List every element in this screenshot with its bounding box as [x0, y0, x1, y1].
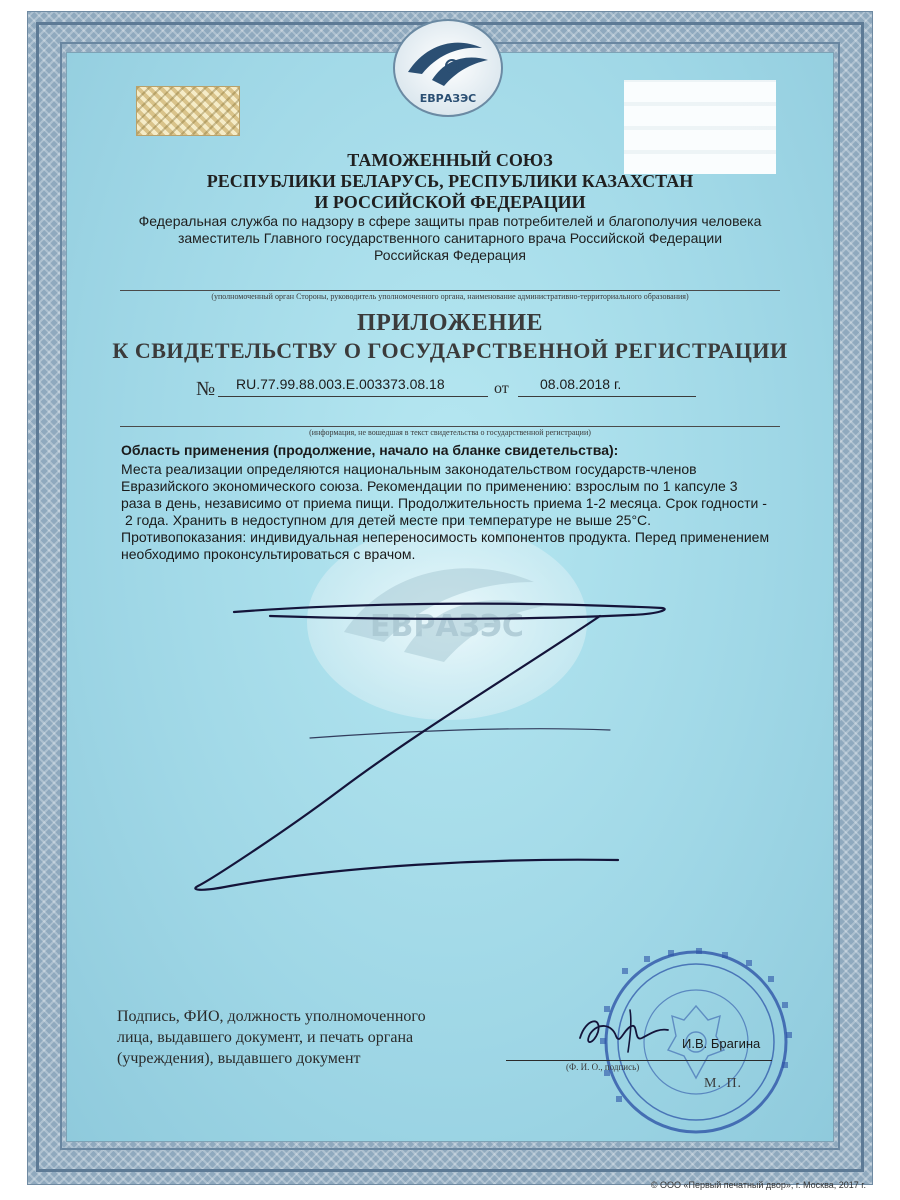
authority-line-3: Российская Федерация — [374, 247, 526, 263]
strikeout-signature — [190, 590, 790, 910]
appendix-title: ПРИЛОЖЕНИЕ — [356, 310, 544, 336]
scope-line: Евразийского экономического союза. Рекомендации по применению: взрослым по 1 капсуле 3 — [121, 478, 738, 494]
appendix-subtitle: К СВИДЕТЕЛЬСТВУ О ГОСУДАРСТВЕННОЙ РЕГИСТРАЦИИ — [112, 338, 788, 363]
hologram-sticker — [136, 86, 240, 136]
scope-line: необходимо проконсультироваться с врачом. — [121, 546, 416, 562]
evrazes-emblem — [386, 14, 510, 120]
signature-label-line: лица, выдавшего документ, и печать органа — [117, 1029, 414, 1046]
scope-text — [121, 461, 791, 563]
printer-credit: © ООО «Первый печатный двор», г. Москва, 2017 г. — [650, 1180, 866, 1190]
number-label: № — [196, 378, 216, 400]
authority-underline — [120, 290, 780, 291]
registration-number: RU.77.99.88.003.E.003373.08.18 — [236, 376, 445, 392]
scope-line: Противопоказания: индивидуальная непереносимость компонентов продукта. Перед применением — [121, 529, 770, 545]
registration-line — [196, 376, 796, 402]
handwritten-signature — [572, 1008, 672, 1058]
signature-label-line: Подпись, ФИО, должность уполномоченного — [117, 1008, 426, 1025]
seal-mark: М. П. — [704, 1076, 743, 1091]
scope-line: раза в день, независимо от приема пищи. Продолжительность приема 1-2 месяца. Срок годности - — [121, 495, 767, 511]
authority-line-2: заместитель Главного государственного санитарного врача Российской Федерации — [177, 230, 723, 246]
header-line-3: И РОССИЙСКОЙ ФЕДЕРАЦИИ — [314, 192, 586, 212]
info-caption: (информация, не вошедшая в текст свидетельства о государственной регистрации) — [309, 428, 591, 437]
header-line-2: РЕСПУБЛИКИ БЕЛАРУСЬ, РЕСПУБЛИКИ КАЗАХСТАН — [206, 171, 694, 191]
signature-underline — [506, 1060, 772, 1061]
watermark-label: ЕВРАЗЭС — [370, 609, 524, 644]
header-line-1: ТАМОЖЕННЫЙ СОЮЗ — [347, 150, 553, 170]
authority-line-1: Федеральная служба по надзору в сфере защиты прав потребителей и благополучия человека — [138, 213, 762, 229]
scope-heading: Область применения (продолжение, начало на бланке свидетельства): — [121, 442, 619, 458]
signature-caption: (Ф. И. О., подпись) — [566, 1062, 640, 1072]
signature-label — [117, 1006, 497, 1069]
signature-label-line: (учреждения), выдавшего документ — [117, 1050, 361, 1067]
scope-line: Места реализации определяются национальным законодательством государств-членов — [121, 461, 697, 477]
number-underline — [218, 396, 488, 397]
from-label: от — [494, 380, 509, 397]
authority-caption: (уполномоченный орган Стороны, руководитель уполномоченного органа, наименование административно-территориального образования) — [211, 292, 689, 301]
signer-name: И.В. Брагина — [682, 1036, 761, 1051]
scope-line: 2 года. Хранить в недоступном для детей месте при температуре не выше 25°С. — [125, 512, 652, 528]
emblem-label: ЕВРАЗЭС — [419, 92, 477, 105]
date-underline — [518, 396, 696, 397]
registration-date: 08.08.2018 г. — [540, 376, 622, 392]
info-underline — [120, 426, 780, 427]
